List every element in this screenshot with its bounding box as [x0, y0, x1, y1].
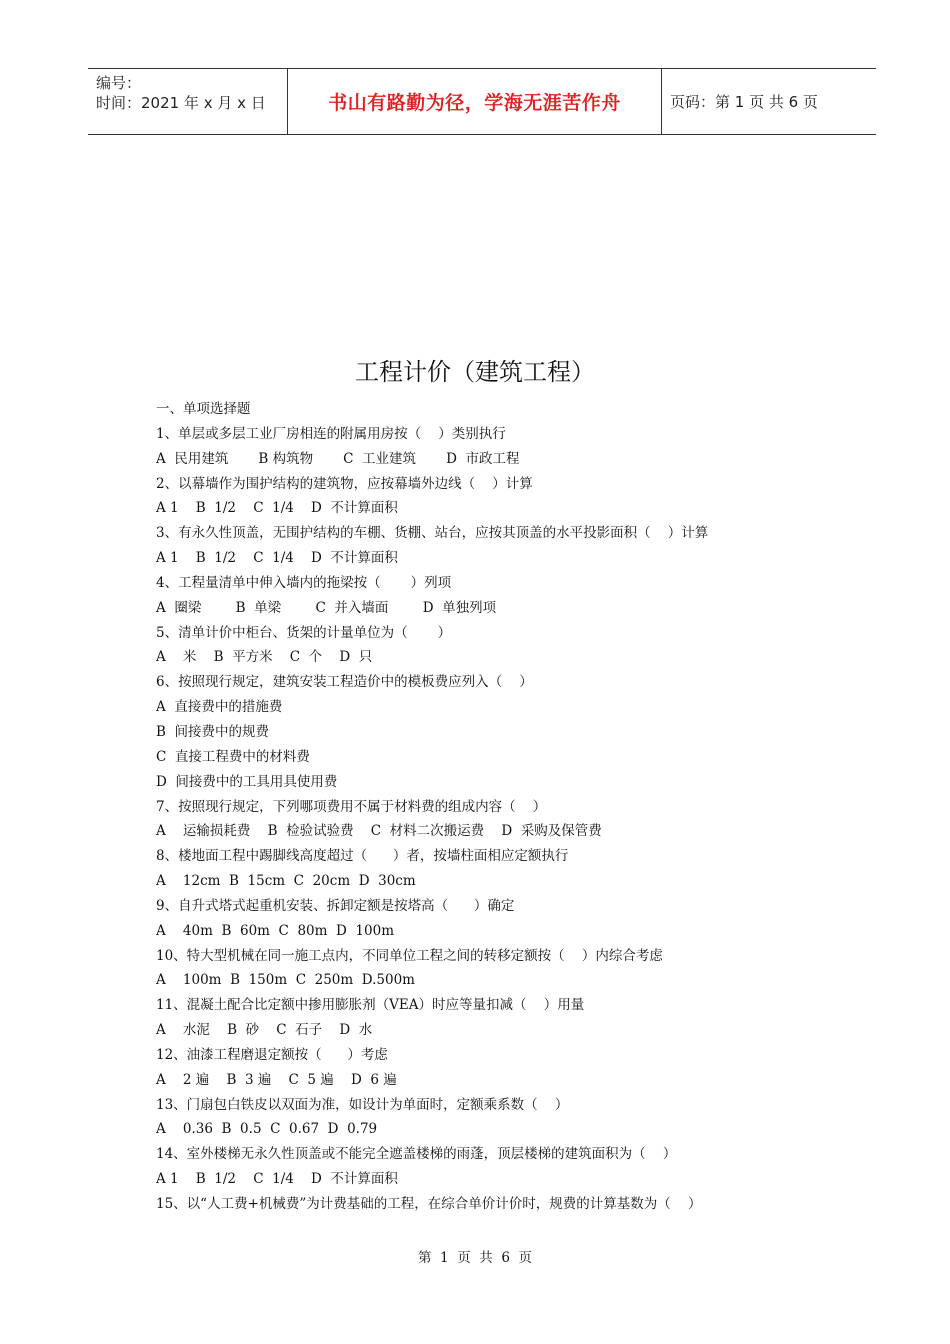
question-line: 9、自升式塔式起重机安装、拆卸定额是按塔高（ ）确定 — [156, 897, 515, 914]
question-line: 6、按照现行规定，建筑安装工程造价中的模板费应列入（ ） — [156, 674, 533, 691]
options-line: A 40m B 60m C 80m D 100m — [156, 922, 394, 939]
options-line: A 直接费中的措施费 — [156, 699, 283, 716]
question-line: 14、室外楼梯无永久性顶盖或不能完全遮盖楼梯的雨蓬，顶层楼梯的建筑面积为（ ） — [156, 1146, 677, 1163]
options-line: A 12cm B 15cm C 20cm D 30cm — [156, 873, 416, 890]
options-line: A 100m B 150m C 250m D.500m — [156, 972, 415, 989]
options-line: A 1 B 1/2 C 1/4 D 不计算面积 — [156, 1171, 398, 1188]
document-title: 工程计价（建筑工程） — [355, 358, 595, 386]
question-line: 10、特大型机械在同一施工点内，不同单位工程之间的转移定额按（ ）内综合考虑 — [156, 947, 663, 964]
options-line: A 圈梁 B 单梁 C 并入墙面 D 单独列项 — [156, 599, 497, 616]
page-header — [88, 68, 876, 135]
options-line: A 1 B 1/2 C 1/4 D 不计算面积 — [156, 500, 398, 517]
question-line: 4、工程量清单中伸入墙内的拖梁按（ ）列项 — [156, 574, 452, 591]
question-line: 3、有永久性顶盖，无围护结构的车棚、货棚、站台，应按其顶盖的水平投影面积（ ）计算 — [156, 525, 709, 542]
options-line: C 直接工程费中的材料费 — [156, 748, 310, 765]
header-motto: 书山有路勤为径，学海无涯苦作舟 — [287, 69, 662, 134]
question-line: 13、门扇包白铁皮以双面为准，如设计为单面时，定额乘系数（ ） — [156, 1096, 569, 1113]
question-list — [156, 397, 876, 1217]
options-line: A 2 遍 B 3 遍 C 5 遍 D 6 遍 — [156, 1071, 397, 1088]
question-line: 2、以幕墙作为围护结构的建筑物，应按幕墙外边线（ ）计算 — [156, 475, 533, 492]
question-line: 15、以“人工费+机械费”为计费基础的工程，在综合单价计价时，规费的计算基数为（ ） — [156, 1196, 702, 1212]
question-line: 8、楼地面工程中踢脚线高度超过（ ）者，按墙柱面相应定额执行 — [156, 848, 569, 865]
options-line: A 1 B 1/2 C 1/4 D 不计算面积 — [156, 550, 398, 567]
options-line: A 民用建筑 B 构筑物 C 工业建筑 D 市政工程 — [156, 450, 520, 467]
options-line: B 间接费中的规费 — [156, 723, 270, 740]
header-page-info: 页码：第 1 页 共 6 页 — [670, 93, 818, 111]
page-footer: 第 1 页 共 6 页 — [417, 1250, 533, 1266]
question-line: 5、清单计价中柜台、货架的计量单位为（ ） — [156, 624, 452, 641]
options-line: A 0.36 B 0.5 C 0.67 D 0.79 — [156, 1121, 378, 1138]
options-line: D 间接费中的工具用具使用费 — [156, 773, 338, 790]
question-line: 12、油漆工程磨退定额按（ ）考虑 — [156, 1046, 388, 1063]
time-label: 时间：2021 年 x 月 x 日 — [96, 94, 266, 112]
options-line: A 水泥 B 砂 C 石子 D 水 — [156, 1022, 373, 1039]
section-heading: 一、单项选择题 — [156, 401, 251, 417]
number-label: 编号： — [96, 74, 142, 92]
options-line: A 运输损耗费 B 检验试验费 C 材料二次搬运费 D 采购及保管费 — [156, 823, 602, 840]
header-meta — [88, 69, 287, 134]
question-line: 11、混凝土配合比定额中掺用膨胀剂（VEA）时应等量扣减（ ）用量 — [156, 997, 585, 1014]
question-line: 7、按照现行规定，下列哪项费用不属于材料费的组成内容（ ） — [156, 798, 547, 815]
options-line: A 米 B 平方米 C 个 D 只 — [156, 649, 373, 666]
question-line: 1、单层或多层工业厂房相连的附属用房按（ ）类别执行 — [156, 425, 506, 442]
